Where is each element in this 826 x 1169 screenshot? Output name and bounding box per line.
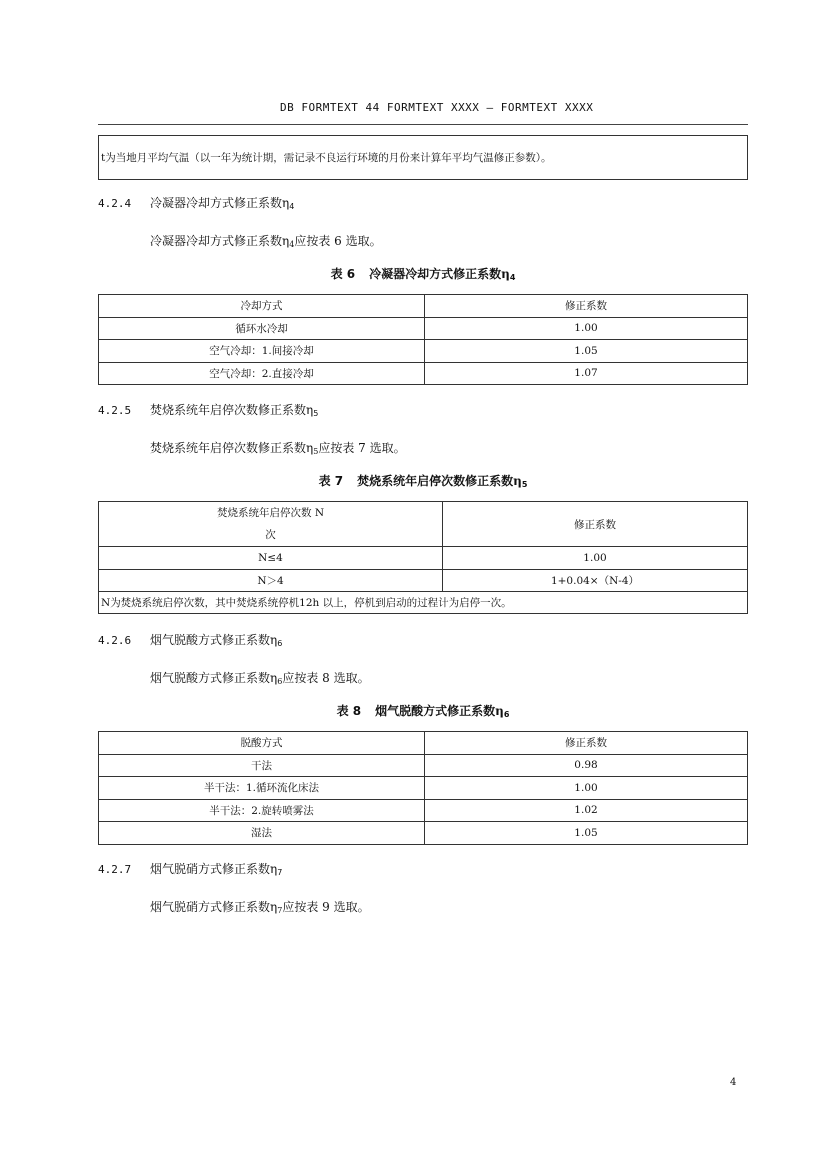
- section-title: 冷凝器冷却方式修正系数: [150, 196, 283, 210]
- eta-subscript: 4: [289, 202, 295, 211]
- section-heading-4-2-7: [98, 860, 282, 877]
- table-header-row: [99, 295, 748, 318]
- table-row: [99, 799, 748, 822]
- temperature-note-box: [98, 135, 748, 180]
- eta-symbol: η: [501, 267, 510, 281]
- table-row: [99, 547, 748, 570]
- section-heading-4-2-4: [98, 194, 294, 211]
- eta-subscript: 7: [277, 868, 283, 877]
- section-title: 焚烧系统年启停次数修正系数: [150, 403, 307, 417]
- paragraph-text: 烟气脱硝方式修正系数: [150, 900, 271, 914]
- table-cell: 1.02: [425, 799, 748, 822]
- table-title: 烟气脱酸方式修正系数: [375, 704, 496, 718]
- table-cell: 半干法：1.循环流化床法: [99, 777, 425, 800]
- column-header: 修正系数: [443, 502, 748, 547]
- table-title: 冷凝器冷却方式修正系数: [369, 267, 502, 281]
- eta-symbol: η: [306, 403, 314, 417]
- table-6-caption: [98, 265, 748, 282]
- table-label: 表 7: [318, 474, 344, 488]
- paragraph-text: 应按表 8 选取。: [282, 671, 370, 685]
- table-8-caption: [98, 702, 748, 719]
- eta-symbol: η: [270, 671, 278, 685]
- section-number: 4.2.4: [98, 197, 132, 210]
- column-header: [99, 502, 443, 547]
- section-heading-4-2-5: [98, 401, 318, 418]
- paragraph-text: 焚烧系统年启停次数修正系数: [150, 441, 307, 455]
- section-title: 烟气脱酸方式修正系数: [150, 633, 271, 647]
- eta-subscript: 6: [277, 677, 283, 686]
- section-number: 4.2.5: [98, 404, 132, 417]
- table-label: 表 6: [330, 267, 356, 281]
- paragraph-text: 应按表 6 选取。: [294, 234, 382, 248]
- section-paragraph-4-2-6: [150, 669, 370, 686]
- section-title: 烟气脱硝方式修正系数: [150, 862, 271, 876]
- column-header: 修正系数: [425, 295, 748, 318]
- table-cell: 循环水冷却: [99, 317, 425, 340]
- page-number: 4: [730, 1077, 737, 1088]
- table-row: [99, 754, 748, 777]
- table-row: [99, 777, 748, 800]
- eta-symbol: η: [270, 862, 278, 876]
- paragraph-text: 应按表 9 选取。: [282, 900, 370, 914]
- table-title: 焚烧系统年启停次数修正系数: [357, 474, 514, 488]
- eta-symbol: η: [513, 474, 522, 488]
- header-divider: [98, 124, 748, 125]
- column-header: 修正系数: [425, 732, 748, 755]
- eta-symbol: η: [270, 633, 278, 647]
- temperature-note: t为当地月平均气温（以一年为统计期，需记录不良运行环境的月份来计算年平均气温修正参数）。: [101, 152, 552, 164]
- eta-subscript: 5: [521, 480, 528, 489]
- table-6: [98, 294, 748, 385]
- table-note: N为焚烧系统启停次数，其中焚烧系统停机12h 以上，停机到启动的过程计为启停一次。: [99, 592, 748, 614]
- table-8: [98, 731, 748, 845]
- eta-symbol: η: [282, 234, 290, 248]
- column-header: 冷却方式: [99, 295, 425, 318]
- table-cell: 0.98: [425, 754, 748, 777]
- table-row: [99, 362, 748, 385]
- table-label: 表 8: [336, 704, 362, 718]
- section-paragraph-4-2-4: [150, 232, 382, 249]
- table-cell: 1.05: [425, 822, 748, 845]
- column-header-unit: 次: [265, 529, 276, 541]
- eta-subscript: 6: [277, 639, 283, 648]
- table-note-row: [99, 592, 748, 614]
- table-header-row: [99, 732, 748, 755]
- table-7: [98, 501, 748, 614]
- table-cell: 1.00: [443, 547, 748, 570]
- eta-subscript: 4: [289, 240, 295, 249]
- table-cell: N＞4: [99, 569, 443, 592]
- eta-subscript: 7: [277, 906, 283, 915]
- table-cell: N≤4: [99, 547, 443, 570]
- table-row: [99, 340, 748, 363]
- eta-symbol: η: [495, 704, 504, 718]
- table-cell: 湿法: [99, 822, 425, 845]
- document-header: DB FORMTEXT 44 FORMTEXT XXXX — FORMTEXT XXXX: [280, 101, 594, 114]
- eta-symbol: η: [282, 196, 290, 210]
- table-cell: 空气冷却：2.直接冷却: [99, 362, 425, 385]
- section-paragraph-4-2-5: [150, 439, 406, 456]
- table-cell: 1.00: [425, 317, 748, 340]
- eta-subscript: 5: [313, 447, 319, 456]
- paragraph-text: 冷凝器冷却方式修正系数: [150, 234, 283, 248]
- paragraph-text: 烟气脱酸方式修正系数: [150, 671, 271, 685]
- section-heading-4-2-6: [98, 631, 282, 648]
- table-row: [99, 569, 748, 592]
- table-row: [99, 317, 748, 340]
- section-number: 4.2.7: [98, 863, 132, 876]
- table-cell: 1.07: [425, 362, 748, 385]
- column-header-text: 焚烧系统年启停次数 N: [216, 507, 325, 519]
- eta-subscript: 4: [509, 273, 516, 282]
- table-cell: 半干法：2.旋转喷雾法: [99, 799, 425, 822]
- section-number: 4.2.6: [98, 634, 132, 647]
- table-cell: 1+0.04×（N-4）: [443, 569, 748, 592]
- table-row: [99, 822, 748, 845]
- table-cell: 空气冷却：1.间接冷却: [99, 340, 425, 363]
- table-cell: 1.05: [425, 340, 748, 363]
- eta-subscript: 5: [313, 409, 319, 418]
- table-cell: 干法: [99, 754, 425, 777]
- section-paragraph-4-2-7: [150, 898, 370, 915]
- paragraph-text: 应按表 7 选取。: [318, 441, 406, 455]
- table-header-row: [99, 502, 748, 547]
- table-7-caption: [98, 472, 748, 489]
- eta-symbol: η: [270, 900, 278, 914]
- column-header: 脱酸方式: [99, 732, 425, 755]
- table-cell: 1.00: [425, 777, 748, 800]
- eta-symbol: η: [306, 441, 314, 455]
- eta-subscript: 6: [503, 710, 510, 719]
